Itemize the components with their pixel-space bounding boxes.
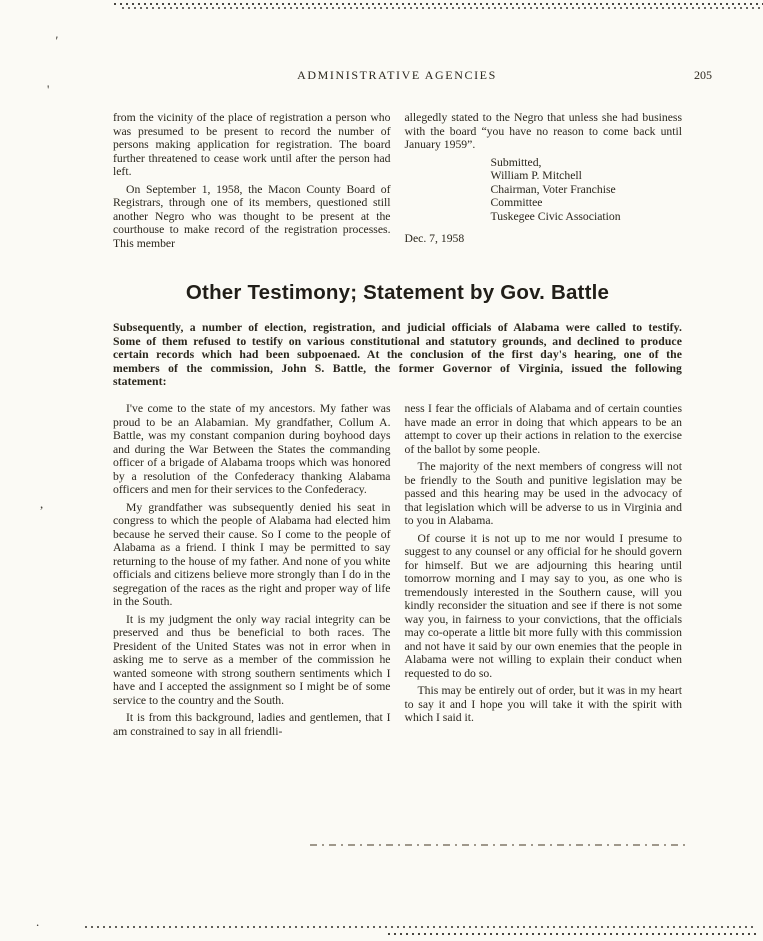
scan-edge-marks-top <box>114 3 763 5</box>
section-lede: Subsequently, a number of election, registration, and judicial officials of Alabama were called to testify. Some of them refused to testify on various constitutional and statutory grounds, and declined to produce certain records which had been subpoenaed. At the conclusion of the first day's hearing, one of the members of the commission, John S. Battle, the former Governor of Virginia, issued the following statement: <box>113 321 682 388</box>
right-column <box>405 111 683 254</box>
signature-line: William P. Mitchell <box>490 169 582 182</box>
statement-section <box>113 402 682 742</box>
running-head: ADMINISTRATIVE AGENCIES <box>297 68 497 82</box>
scan-edge-marks-bottom-2 <box>388 933 758 935</box>
left-column <box>113 402 391 742</box>
scan-edge-marks-bottom <box>85 926 755 928</box>
section-title: Other Testimony; Statement by Gov. Battle <box>185 281 610 304</box>
page-number: 205 <box>694 68 712 82</box>
signature-line: Committee <box>490 196 543 209</box>
paragraph: It is from this background, ladies and gentlemen, that I am constrained to say in all friendli- <box>113 711 391 738</box>
paragraph: Of course it is not up to me nor would I presume to suggest to any counsel or any official for he should govern for himself. But we are adjourning this hearing until tomorrow morning and I may say to you, as one who is tremendously interested in the Southern cause, will you kindly reconsider the situation and see if there is not some way you, in fairness to your convictions, that the officials may co-operate a little bit more fully with this commission and not have it said by our own enemies that the people in Alabama were not willing to explain their conduct when requested to do so. <box>404 531 682 680</box>
signature-line: Submitted, <box>490 155 542 169</box>
continuation-section <box>113 111 682 254</box>
paragraph: I've come to the state of my ancestors. My father was proud to be an Alabamian. My grandfather, Collum A. Battle, was my constant companion during boyhood days and during the War Between the States the commanding officer of a brigade of Alabama troops which was honored by a resolution of the Confederacy thanking Alabama officers and men for their services to the Confederacy. <box>113 402 391 496</box>
signature-line: Tuskegee Civic Association <box>490 209 621 223</box>
page-header <box>113 68 712 84</box>
signature-block <box>491 156 683 224</box>
signature-line: Chairman, Voter Franchise <box>490 182 616 196</box>
paragraph: This may be entirely out of order, but it was in my heart to say it and I hope you will take it with the spirit with which I said it. <box>404 684 682 724</box>
scan-mark: . <box>36 914 40 929</box>
scan-mark: , <box>40 496 44 511</box>
paragraph: allegedly stated to the Negro that unless she had business with the board “you have no reason to come back until January 1959”. <box>404 111 682 151</box>
paragraph: The majority of the next members of congress will not be friendly to the South and punitive legislation may be passed and this hearing may be used in the advocacy of that legislation which will be adverse to us in Virginia and to you in Alabama. <box>404 460 682 527</box>
scan-edge-marks-top-2 <box>122 7 763 9</box>
right-column <box>405 402 683 742</box>
paragraph: My grandfather was subsequently denied his seat in congress to which the people of Alabama had elected him because he served their cause. So I come to the people of Alabama as a friend. I think I may be permitted to say returning to the house of my father. And none of you white officials and citizens believe more strongly than I do in the segregation of the races as the right and proper way of life in the South. <box>113 500 391 608</box>
scan-mark: ' <box>53 32 59 49</box>
left-column <box>113 111 391 254</box>
paragraph: ness I fear the officials of Alabama and of certain counties have made an error in doing that which appears to be an attempt to cover up their actions in relation to the exercise of the ballot by some people. <box>404 402 682 456</box>
paragraph: It is my judgment the only way racial integrity can be preserved and thus be beneficial to both races. The President of the United States was not in error when in asking me to serve as a member of the commission he wanted someone with strong southern sentiments which I have and I accepted the assignment so I might be of some service to the country and the South. <box>113 612 391 707</box>
paragraph: from the vicinity of the place of registration a person who was presumed to be present to record the number of persons making application for registration. The board further threatened to cease work until after the person had left. <box>113 111 391 178</box>
paragraph: On September 1, 1958, the Macon County Board of Registrars, through one of its members, questioned still another Negro who was thought to be present at the courthouse to make record of the registration processes. This member <box>113 182 391 250</box>
scan-mark: ' <box>47 82 50 97</box>
date-line: Dec. 7, 1958 <box>404 232 465 245</box>
divider-dashes <box>310 844 686 846</box>
